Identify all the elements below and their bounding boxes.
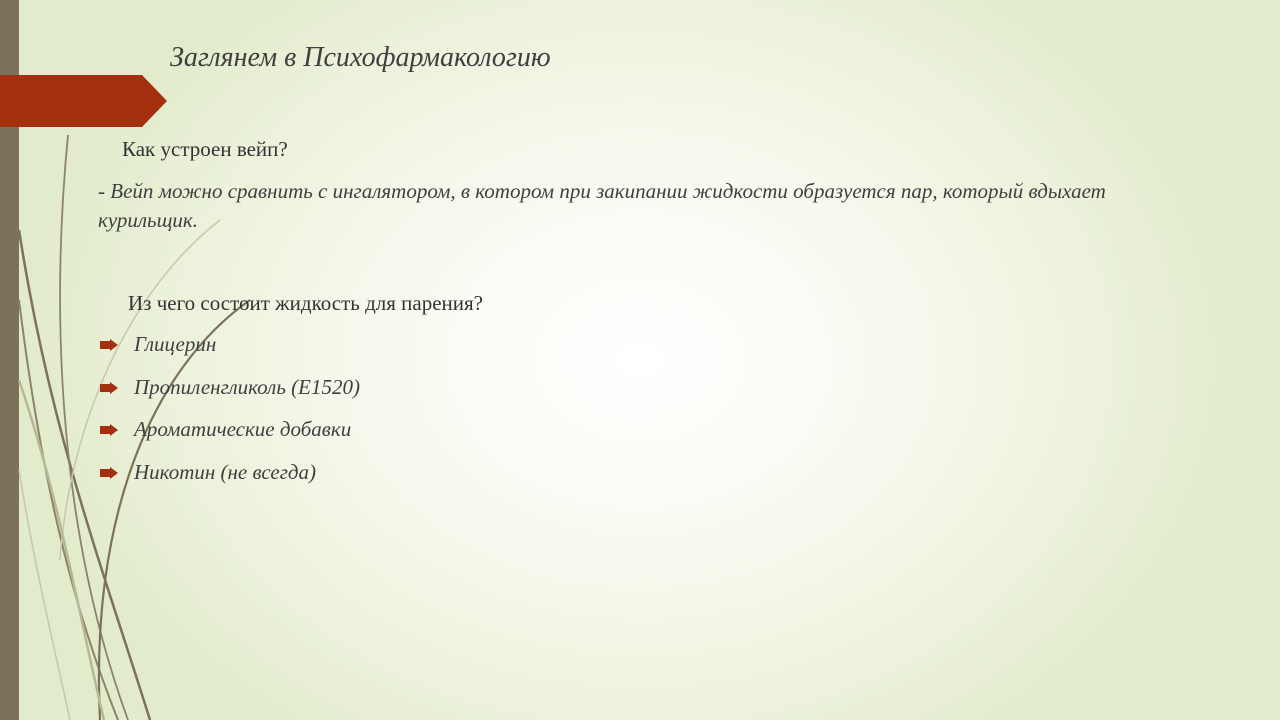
ingredient-label: Глицерин <box>134 332 217 356</box>
question-liquid-composition: Из чего состоит жидкость для парения? <box>128 291 483 315</box>
question-vape-structure: Как устроен вейп? <box>122 137 288 161</box>
arrow-bullet-icon <box>100 382 118 394</box>
list-item <box>100 460 360 503</box>
arrow-bullet-icon <box>100 339 118 351</box>
ingredient-label: Ароматические добавки <box>134 417 352 441</box>
ingredient-label: Никотин (не всегда) <box>134 459 317 484</box>
list-item <box>100 375 360 418</box>
title-accent-arrow <box>0 75 167 127</box>
ingredients-list <box>100 332 360 502</box>
answer-vape-structure: - Вейп можно сравнить с ингалятором, в котором при закипании жидкости образуется пар, который вдыхает курильщик. <box>98 179 1106 232</box>
arrow-bullet-icon <box>100 424 118 436</box>
list-item <box>100 332 360 375</box>
ingredient-label: Пропиленгликоль (Е1520) <box>134 374 360 399</box>
list-item <box>100 417 360 460</box>
arrow-bullet-icon <box>100 467 118 479</box>
slide-title: Заглянем в Психофармакологию <box>170 42 551 73</box>
